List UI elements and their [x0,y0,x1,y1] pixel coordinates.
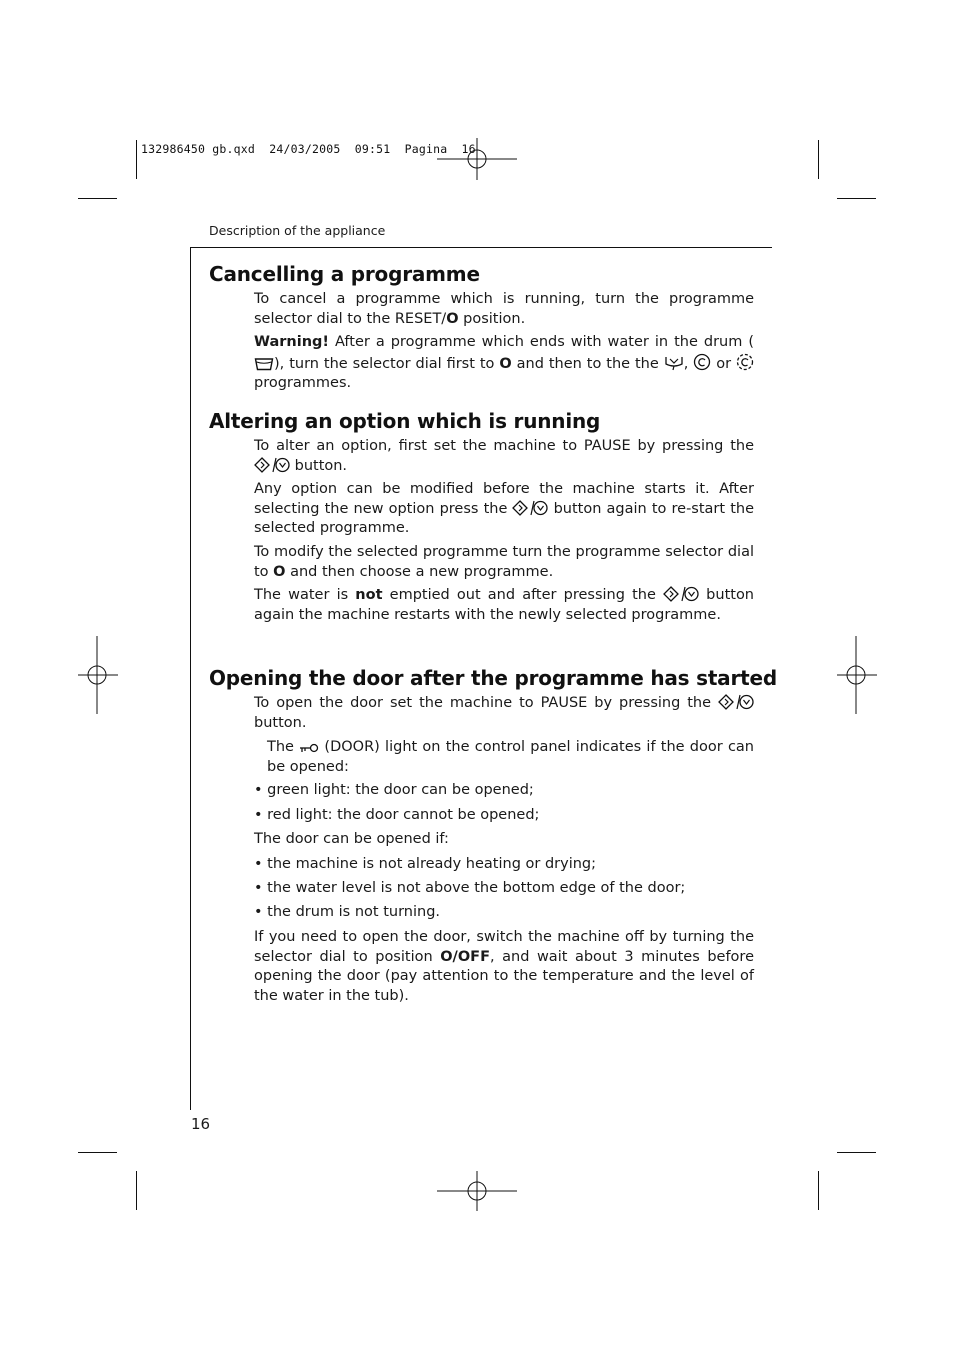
paragraph: The water is not emptied out and after pressing the button again the machine restarts with the newly selected programme. [254,587,754,623]
paragraph: If you need to open the door, switch the machine off by turning the selector dial to position O/OFF, and wait about 3 minutes before opening the door (pay attention to the temperature and the level of the water in the tub). [254,929,754,1004]
warning-label: Warning! [254,334,330,350]
section-label: Description of the appliance [209,223,386,238]
spin-icon [693,353,711,371]
registration-mark-left [78,636,118,714]
crop-mark [78,1152,117,1153]
heading-cancelling: Cancelling a programme [209,262,480,286]
start-pause-icon [512,500,548,516]
registration-mark-right [837,636,877,714]
registration-mark-top [437,138,517,180]
list-item: • the machine is not already heating or drying; [254,856,597,872]
crop-mark [818,140,819,179]
crop-mark [136,1171,137,1210]
page-number: 16 [191,1115,211,1133]
off-symbol: O [499,355,512,372]
list-item: • green light: the door can be opened; [254,782,534,798]
heading-opening-door: Opening the door after the programme has started [209,666,777,690]
start-pause-icon [663,586,699,602]
off-symbol: O [446,310,459,327]
paragraph: To open the door set the machine to PAUSE by pressing the button. [254,694,754,733]
margin-rule [190,247,191,1110]
paragraph: To modify the selected programme turn the programme selector dial to O and then choose a new programme. [254,544,754,580]
registration-mark-bottom [437,1171,517,1211]
drain-icon [664,355,684,371]
gentle-spin-icon [736,353,754,371]
crop-mark [818,1171,819,1210]
print-slug: 132986450 gb.qxd 24/03/2005 09:51 Pagina 16 [141,142,476,156]
list-item: • red light: the door cannot be opened; [254,807,540,823]
paragraph: The (DOOR) light on the control panel indicates if the door can be opened: [267,739,754,775]
paragraph: To cancel a programme which is running, turn the programme selector dial to the RESET/O position. [254,291,754,327]
paragraph: Any option can be modified before the machine starts it. After selecting the new option press the button again to re-start the selected programme. [254,481,754,536]
start-pause-icon [254,457,290,473]
paragraph: The door can be opened if: [254,831,449,847]
list-item: • the drum is not turning. [254,904,441,920]
crop-mark [837,1152,876,1153]
header-rule [190,247,772,248]
door-key-icon [299,742,319,754]
crop-mark [837,198,876,199]
start-pause-icon [718,694,754,710]
crop-mark [136,140,137,179]
drum-water-icon [254,357,274,371]
off-symbol: O [273,563,286,580]
off-position-label: O/OFF [440,948,490,965]
crop-mark [78,198,117,199]
warning-paragraph: Warning! After a programme which ends with water in the drum (), turn the selector dial first to O and then to the the , or programmes. [254,334,754,391]
heading-altering-option: Altering an option which is running [209,409,601,433]
paragraph: To alter an option, first set the machine to PAUSE by pressing the button. [254,438,754,474]
list-item: • the water level is not above the bottom edge of the door; [254,880,686,896]
